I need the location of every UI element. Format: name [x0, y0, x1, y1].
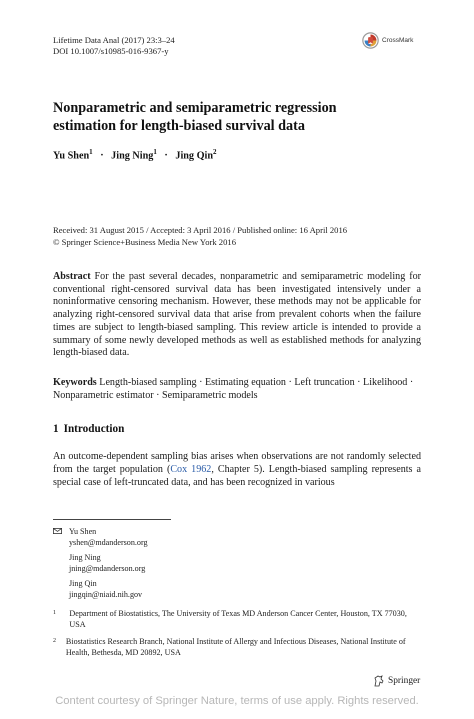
author-affil-marker: 2 — [213, 148, 217, 156]
keywords — [53, 376, 421, 402]
contact-email[interactable]: jingqin@niaid.nih.gov — [69, 590, 143, 599]
keywords-text: Length-biased sampling · Estimating equation · Left truncation · Likelihood · Nonparametric estimator · Semiparametric models — [53, 377, 414, 401]
author-list — [53, 148, 217, 161]
contact-email[interactable]: jning@mdanderson.org — [69, 564, 146, 573]
abstract-label: Abstract — [53, 271, 91, 282]
section-heading — [53, 423, 124, 435]
article-title — [53, 99, 423, 135]
contact-name: Jing Ning — [69, 553, 101, 562]
contact-entry — [69, 552, 148, 574]
publication-history — [53, 224, 347, 248]
affiliation-entry — [53, 608, 413, 630]
journal-header — [53, 35, 175, 57]
author-affil-marker: 1 — [89, 148, 93, 156]
courtesy-footer: Content courtesy of Springer Nature, terms of use apply. Rights reserved. — [55, 695, 419, 707]
affiliation-text: Biostatistics Research Branch, National Institute of Allergy and Infectious Diseases, National Institute of Health, Bethesda, MD 20892, USA — [65, 637, 406, 657]
affiliation-entry — [53, 636, 413, 658]
intro-paragraph — [53, 450, 421, 489]
section-number: 1 — [53, 423, 59, 435]
citation-link[interactable]: Cox 1962 — [170, 464, 212, 475]
footnote-divider — [53, 519, 171, 520]
crossmark-badge[interactable] — [362, 32, 413, 49]
title-line-1: Nonparametric and semiparametric regression — [53, 100, 337, 116]
contact-entry — [69, 578, 148, 600]
affiliation-number: 1 — [53, 610, 56, 616]
contact-name: Jing Qin — [69, 579, 97, 588]
abstract-text: For the past several decades, nonparametric and semiparametric modeling for conventional right-censored survival data has been investigated intensively under a noninformative censoring mechanism. However, these methods may not be applicable for analyzing right-censored survival data that arise from prevalent cohorts when the failure times are subject to length-biased sampling. This review article is intended to provide a summary of some newly developed methods as well as established methods for analyzing length-biased data. — [53, 271, 421, 359]
author-affil-marker: 1 — [153, 148, 157, 156]
title-line-2: estimation for length-biased survival data — [53, 118, 305, 134]
publisher-name: Springer — [388, 676, 421, 686]
crossmark-label: CrossMark — [382, 37, 414, 44]
doi[interactable]: DOI 10.1007/s10985-016-9367-y — [53, 46, 169, 56]
author-name[interactable]: Jing Qin — [175, 150, 213, 162]
contact-name: Yu Shen — [69, 527, 97, 536]
intro-text: An outcome-dependent sampling bias arises when observations are not randomly selected from the target population ( — [53, 451, 421, 475]
envelope-icon — [53, 528, 62, 534]
affiliations — [53, 608, 413, 664]
corresponding-contacts — [53, 526, 148, 604]
author-separator: · — [100, 150, 104, 162]
journal-citation: Lifetime Data Anal (2017) 23:3–24 — [53, 35, 175, 45]
affiliation-number: 2 — [53, 638, 56, 644]
crossmark-icon — [362, 32, 379, 49]
intro-text: , Chapter 5). Length-biased sampling represents a special case of left-truncated data, and has been recognized in various — [53, 464, 421, 488]
springer-horse-icon — [373, 675, 385, 687]
author-name[interactable]: Jing Ning — [111, 150, 154, 162]
author-name[interactable]: Yu Shen — [53, 150, 90, 162]
abstract — [53, 271, 421, 360]
copyright-notice: © Springer Science+Business Media New York 2016 — [53, 237, 236, 247]
keywords-label: Keywords — [53, 377, 97, 388]
date-history: Received: 31 August 2015 / Accepted: 3 April 2016 / Published online: 16 April 2016 — [53, 225, 348, 235]
affiliation-text: Department of Biostatistics, The University of Texas MD Anderson Cancer Center, Houston, TX 77030, USA — [69, 609, 407, 629]
contact-email[interactable]: yshen@mdanderson.org — [69, 538, 148, 547]
contact-entry — [69, 526, 148, 548]
section-title: Introduction — [63, 423, 125, 435]
author-separator: · — [164, 150, 168, 162]
publisher-logo — [373, 675, 420, 687]
